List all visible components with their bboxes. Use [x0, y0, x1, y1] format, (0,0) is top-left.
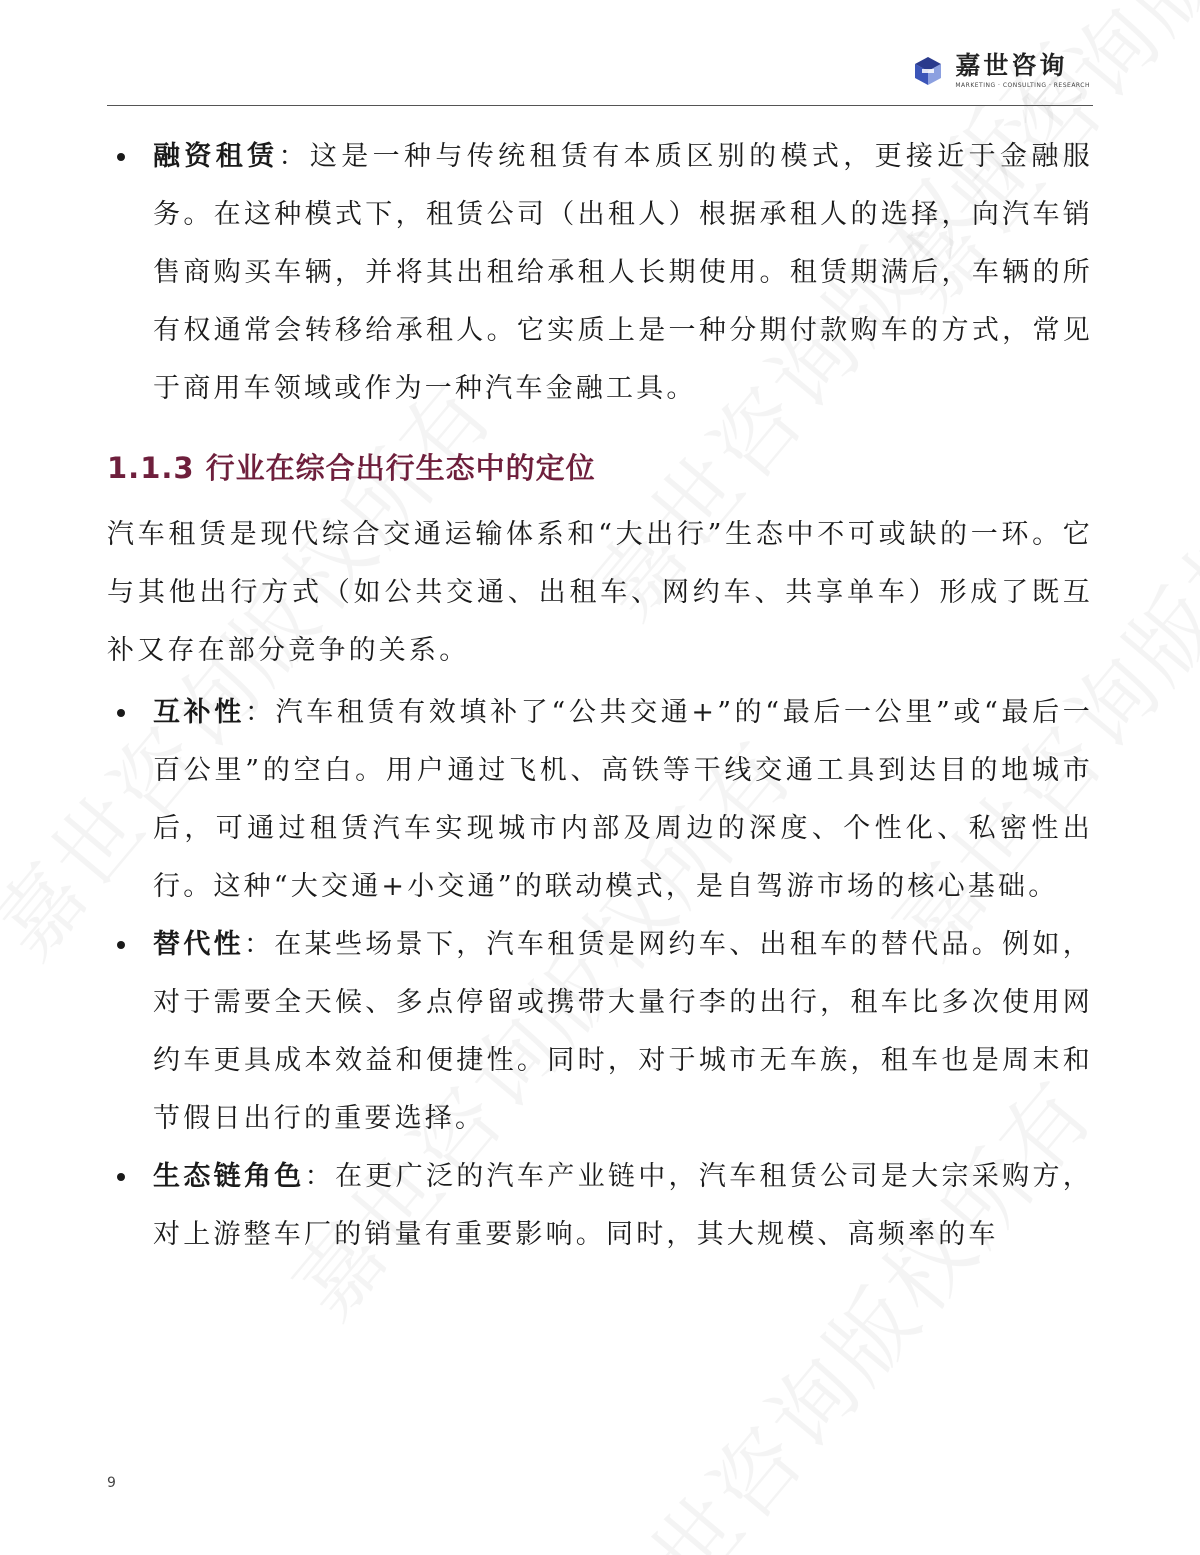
document-body: [107, 128, 1093, 1264]
bullet-finance-lease: [107, 128, 1093, 418]
bullet-text: ：在更广泛的汽车产业链中，汽车租赁公司是大宗采购方，对上游整车厂的销量有重要影响。同时，其大规模、高频率的车: [153, 1161, 1094, 1250]
bullet-term: 融资租赁: [153, 141, 279, 172]
section-heading: 1.1.3 行业在综合出行生态中的定位: [107, 451, 596, 485]
bullet-term: 替代性: [153, 929, 244, 960]
bullet-text: ：在某些场景下，汽车租赁是网约车、出租车的替代品。例如，对于需要全天候、多点停留或携带大量行李的出行，租车比多次使用网约车更具成本效益和便捷性。同时，对于城市无车族，租车也是周末和节假日出行的重要选择。: [153, 929, 1093, 1134]
page-number: 9: [107, 1475, 116, 1491]
logo-icon: [911, 54, 945, 88]
bullet-icon: [117, 1173, 125, 1181]
page-header: [0, 0, 1200, 108]
bullet-icon: [117, 153, 125, 161]
bullet-term: 互补性: [153, 697, 245, 728]
header-divider: [107, 105, 1093, 106]
bullet-term: 生态链角色: [153, 1161, 305, 1192]
bullet-text: ：这是一种与传统租赁有本质区别的模式，更接近于金融服务。在这种模式下，租赁公司（出租人）根据承租人的选择，向汽车销售商购买车辆，并将其出租给承租人长期使用。租赁期满后，车辆的所有权通常会转移给承租人。它实质上是一种分期付款购车的方式，常见于商用车领域或作为一种汽车金融工具。: [153, 141, 1093, 404]
bullet-icon: [117, 941, 125, 949]
bullet-substitute: [107, 916, 1093, 1148]
bullet-ecosystem: [107, 1148, 1093, 1264]
company-logo: [911, 52, 1090, 90]
logo-subtitle: MARKETING · CONSULTING · RESEARCH: [955, 82, 1090, 89]
intro-paragraph: 汽车租赁是现代综合交通运输体系和“大出行”生态中不可或缺的一环。它与其他出行方式（如公共交通、出租车、网约车、共享单车）形成了既互补又存在部分竞争的关系。: [107, 519, 1093, 666]
bullet-complement: [107, 684, 1093, 916]
bullet-icon: [117, 709, 125, 717]
bullet-text: ：汽车租赁有效填补了“公共交通+”的“最后一公里”或“最后一百公里”的空白。用户通过飞机、高铁等干线交通工具到达目的地城市后，可通过租赁汽车实现城市内部及周边的深度、个性化、私密性出行。这种“大交通+小交通”的联动模式，是自驾游市场的核心基础。: [153, 697, 1093, 902]
logo-title: 嘉世咨询: [955, 51, 1068, 80]
